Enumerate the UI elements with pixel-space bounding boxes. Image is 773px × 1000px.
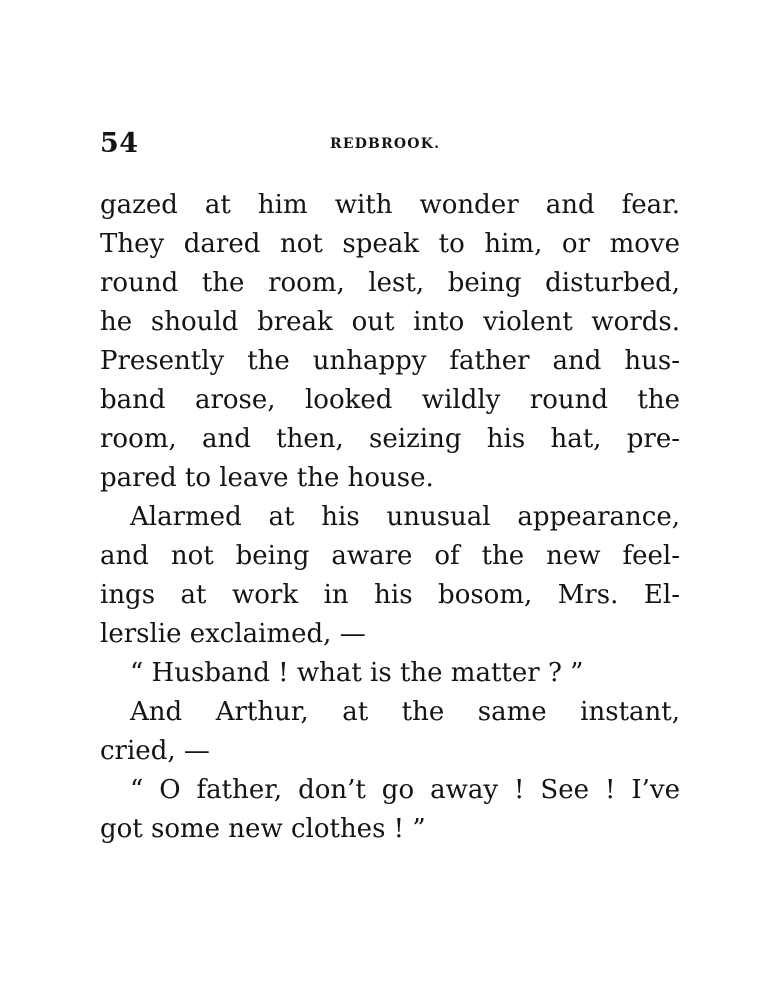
body-text: [100, 186, 680, 849]
text-line: lerslie exclaimed, —: [100, 619, 366, 649]
text-line: cried, —: [100, 736, 210, 766]
text-line: Presently the unhappy father and hus-: [100, 346, 680, 376]
page-number: 54: [100, 128, 139, 159]
text-line: ings at work in his bosom, Mrs. El-: [100, 580, 680, 610]
running-head-title: REDBROOK.: [330, 136, 441, 152]
text-line: got some new clothes ! ”: [100, 814, 426, 844]
text-line: “ O father, don’t go away ! See ! I’ve: [130, 775, 680, 805]
text-line: he should break out into violent words.: [100, 307, 680, 337]
text-line: And Arthur, at the same instant,: [130, 697, 680, 727]
text-line: room, and then, seizing his hat, pre-: [100, 424, 680, 454]
text-line: They dared not speak to him, or move: [100, 229, 680, 259]
text-line: Alarmed at his unusual appearance,: [130, 502, 680, 532]
page-header: [100, 128, 680, 162]
text-line: round the room, lest, being disturbed,: [100, 268, 680, 298]
text-line: band arose, looked wildly round the: [100, 385, 680, 415]
text-line: and not being aware of the new feel-: [100, 541, 680, 571]
text-line: gazed at him with wonder and fear.: [100, 190, 680, 220]
text-line: “ Husband ! what is the matter ? ”: [130, 658, 584, 688]
text-line: pared to leave the house.: [100, 463, 434, 493]
